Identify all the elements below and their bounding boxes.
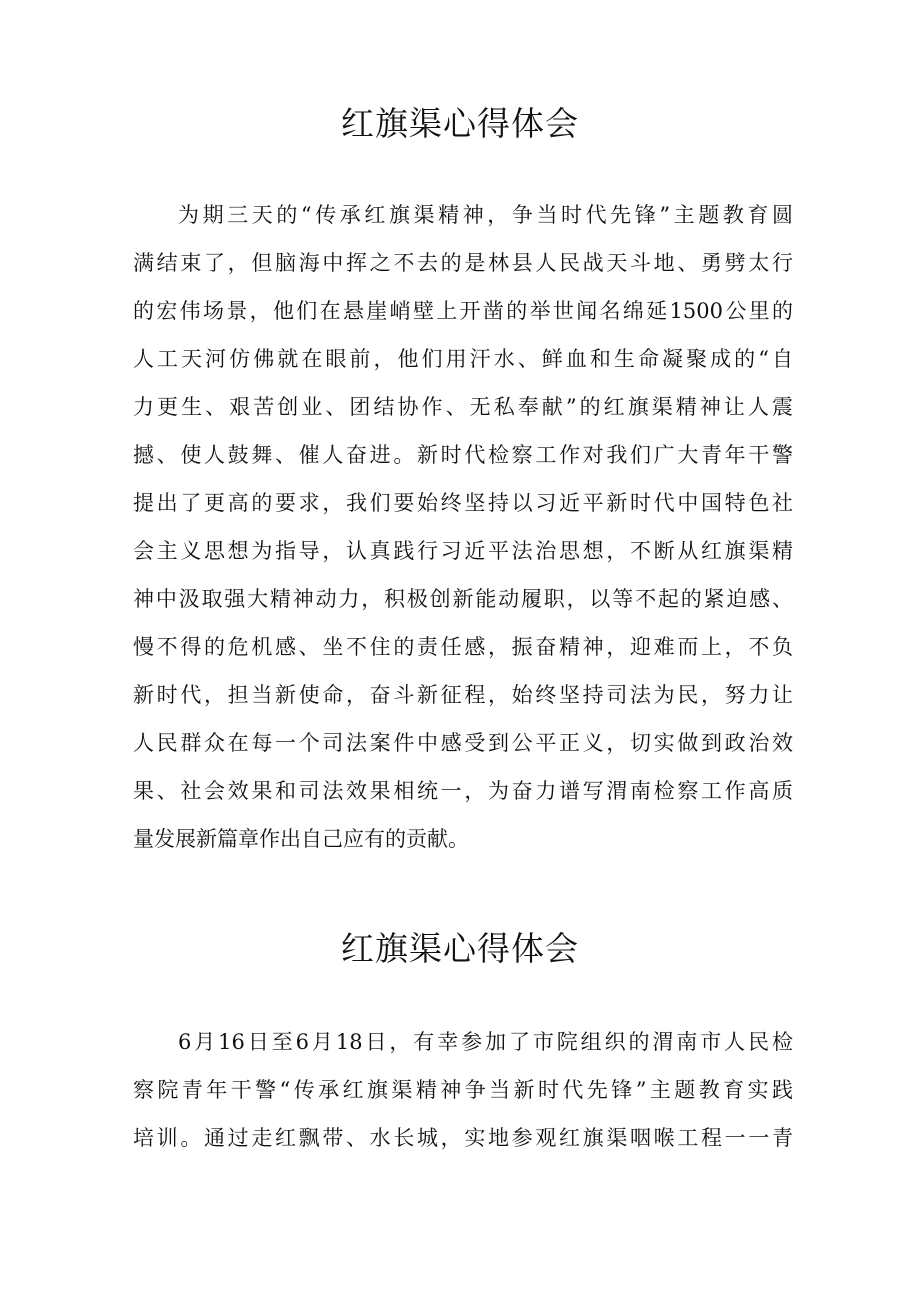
section-1-title: 红旗渠心得体会 [341, 104, 579, 143]
body-line: 会主义思想为指导，认真践行习近平法治思想，不断从红旗渠精 [133, 539, 793, 563]
body-line: 撼、使人鼓舞、催人奋进。新时代检察工作对我们广大青年干警 [133, 443, 793, 467]
body-line: 慢不得的危机感、坐不住的责任感，振奋精神，迎难而上，不负 [133, 635, 793, 659]
body-line: 人民群众在每一个司法案件中感受到公平正义，切实做到政治效 [133, 731, 793, 755]
body-line: 量发展新篇章作出自己应有的贡献。 [133, 827, 469, 851]
body-line: 满结束了，但脑海中挥之不去的是林县人民战天斗地、勇劈太行 [133, 251, 793, 275]
body-line: 力更生、艰苦创业、团结协作、无私奉献”的红旗渠精神让人震 [133, 395, 793, 419]
body-line: 果、社会效果和司法效果相统一，为奋力谱写渭南检察工作高质 [133, 779, 793, 803]
body-line: 提出了更高的要求，我们要始终坚持以习近平新时代中国特色社 [133, 491, 793, 515]
body-line: 察院青年干警“传承红旗渠精神争当新时代先锋”主题教育实践 [133, 1078, 793, 1102]
body-line: 为期三天的“传承红旗渠精神，争当时代先锋”主题教育圆 [178, 203, 793, 227]
body-line: 6月16日至6月18日，有幸参加了市院组织的渭南市人民检 [178, 1030, 793, 1054]
body-line: 人工天河仿佛就在眼前，他们用汗水、鲜血和生命凝聚成的“自 [133, 347, 793, 371]
body-line: 新时代，担当新使命，奋斗新征程，始终坚持司法为民，努力让 [133, 683, 793, 707]
body-line: 培训。通过走红飘带、水长城，实地参观红旗渠咽喉工程一一青 [133, 1126, 793, 1150]
body-line: 的宏伟场景，他们在悬崖峭壁上开凿的举世闻名绵延1500公里的 [133, 299, 793, 323]
section-2-title: 红旗渠心得体会 [341, 929, 579, 968]
body-line: 神中汲取强大精神动力，积极创新能动履职，以等不起的紧迫感、 [133, 587, 793, 611]
